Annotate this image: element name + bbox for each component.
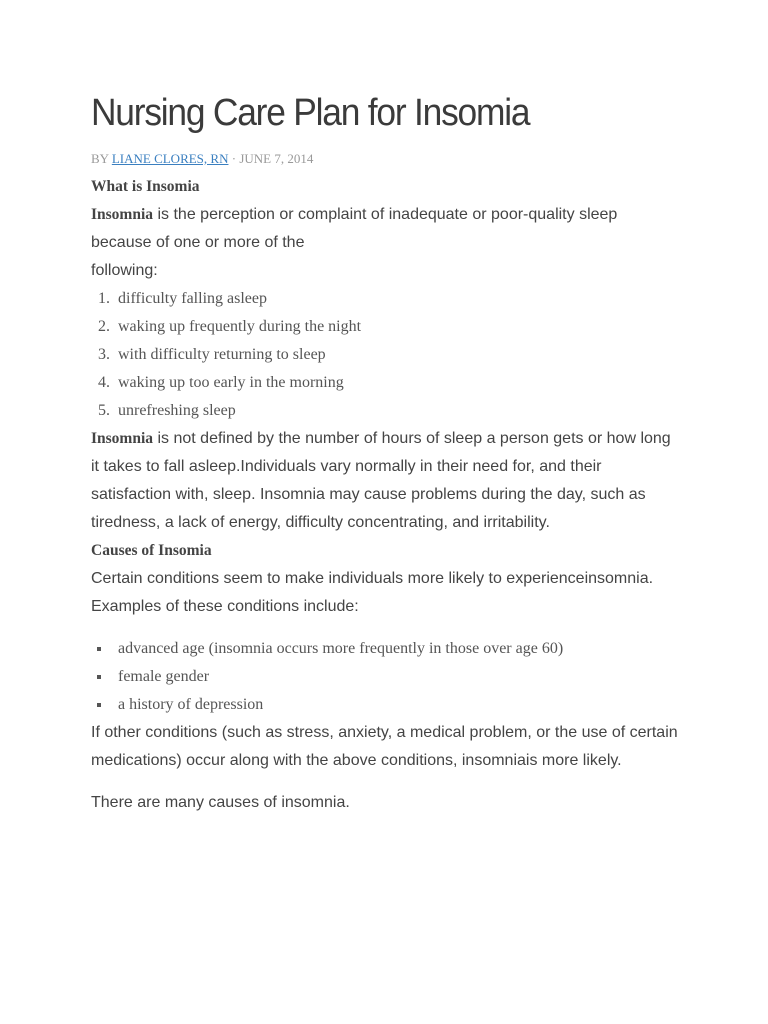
list-item [91,369,681,397]
many-causes-paragraph: There are many causes of insomnia. [91,794,350,811]
bullet-icon [97,703,101,707]
list-item [91,285,681,313]
list-item [91,341,681,369]
list-item-number: 5. [98,402,110,419]
list-item-number: 3. [98,346,110,363]
symptom-list [91,285,681,425]
definition-bold-term: Insomnia [91,430,154,447]
publish-date: JUNE 7, 2014 [239,151,314,166]
definition-paragraph [91,425,681,537]
list-item-number: 2. [98,318,110,335]
examples-intro: Examples of these conditions include: [91,598,359,615]
intro-bold-term: Insomnia [91,206,154,223]
bullet-item-text: advanced age (insomnia occurs more frequently in those over age 60) [118,640,564,657]
date-separator: · [228,151,240,166]
section-heading-what: What is Insomia [91,178,200,195]
section-heading-causes: Causes of Insomia [91,542,212,559]
bullet-icon [97,675,101,679]
list-item-text: unrefreshing sleep [118,402,236,419]
causes-paragraph: Certain conditions seem to make individuals more likely to experienceinsomnia. [91,570,654,587]
bullet-item-text: a history of depression [118,696,264,713]
list-item [91,397,681,425]
list-item-text: waking up too early in the morning [118,374,344,391]
intro-paragraph [91,201,681,285]
byline [91,151,313,167]
other-conditions-paragraph: If other conditions (such as stress, anxiety, a medical problem, or the use of certain medications) occur along with the above conditions, insomniais more likely. [91,724,678,769]
intro-text: is the perception or complaint of inadequate or poor-quality sleep because of one or more of the [91,206,618,251]
intro-text-following: following: [91,262,158,279]
byline-prefix: BY [91,151,112,166]
spacer [91,775,681,789]
list-item-text: waking up frequently during the night [118,318,362,335]
definition-text: is not defined by the number of hours of sleep a person gets or how long it takes to fall asleep.Individuals vary normally in their need for, and their satisfaction with, sleep. Insomnia may cause problems during the day, such as tiredness, a lack of energy, difficulty concentrating, and irritability. [91,430,671,531]
list-item-number: 1. [98,290,110,307]
list-item-text: difficulty falling asleep [118,290,267,307]
list-item-text: with difficulty returning to sleep [118,346,326,363]
spacer [91,621,681,635]
bullet-item [91,663,681,691]
bullet-item [91,635,681,663]
bullet-icon [97,647,101,651]
author-link[interactable]: LIANE CLORES, RN [111,151,229,166]
bullet-item-text: female gender [118,668,210,685]
list-item-number: 4. [98,374,110,391]
page-title: Nursing Care Plan for Insomia [91,92,530,134]
conditions-list [91,635,681,719]
bullet-item [91,691,681,719]
article-body [91,173,681,817]
list-item [91,313,681,341]
